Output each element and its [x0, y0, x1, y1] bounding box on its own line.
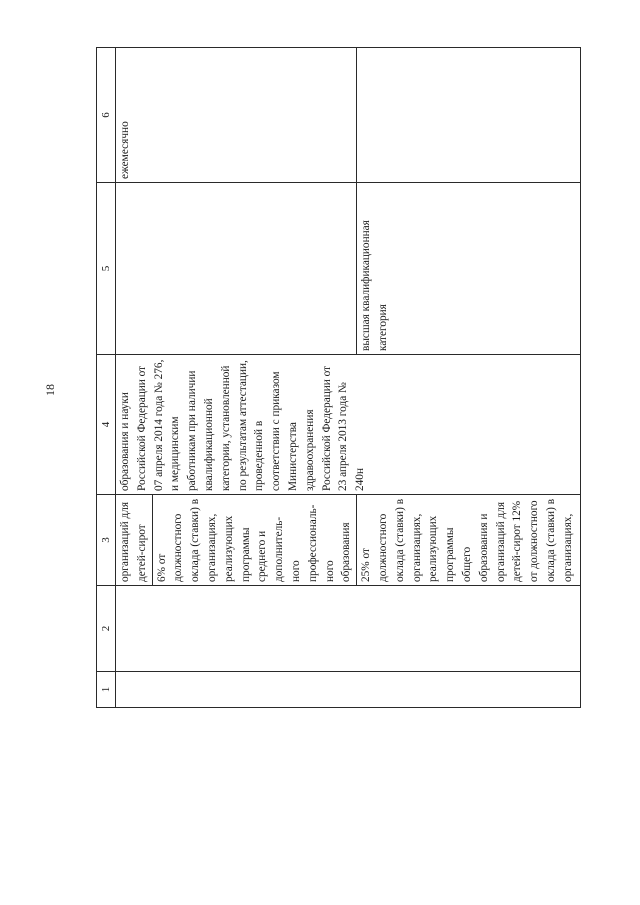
- header-row: [97, 48, 116, 708]
- table-cell-col4: образования и науки Российской Федерации от 07 апреля 2014 года № 276, и медицинским работникам при наличии квалификационной категории, установленной по результатам аттестации, проведенной в соответствии с приказом Министерства здравоохранения Российской Федерации от 23 апреля 2013 года № 240н: [116, 355, 581, 495]
- table-cell-col2: [116, 586, 581, 672]
- column-header: 1: [97, 672, 116, 708]
- table-cell-col5-top: [116, 183, 357, 355]
- column-header: 6: [97, 48, 116, 183]
- table-cell-col6-top: ежемесячно: [116, 48, 357, 183]
- table-cell-col5-bottom: высшая квалификационная категория: [357, 183, 581, 355]
- column-header: 4: [97, 355, 116, 495]
- table-cell-col1: [116, 672, 581, 708]
- table-row: [116, 48, 153, 708]
- page-number: 18: [43, 384, 57, 396]
- column-header: 5: [97, 183, 116, 355]
- table-cell-col3-mid: 6% от должностного оклада (ставки) в организациях, реализующих программы среднего и дополнитель-ного профессиональ-ного образования: [152, 495, 357, 586]
- rotated-table-container: [96, 48, 581, 708]
- table-cell-col3-top: организаций для детей-сирот: [116, 495, 153, 586]
- table-cell-col3-bottom: 25% от должностного оклада (ставки) в организациях, реализующих программы общего образования и организаций для детей-сирот 12% от должностного оклада (ставки) в организациях,: [357, 495, 581, 586]
- data-table: [96, 47, 581, 708]
- column-header: 2: [97, 586, 116, 672]
- column-header: 3: [97, 495, 116, 586]
- table-cell-col6-bottom: [357, 48, 581, 183]
